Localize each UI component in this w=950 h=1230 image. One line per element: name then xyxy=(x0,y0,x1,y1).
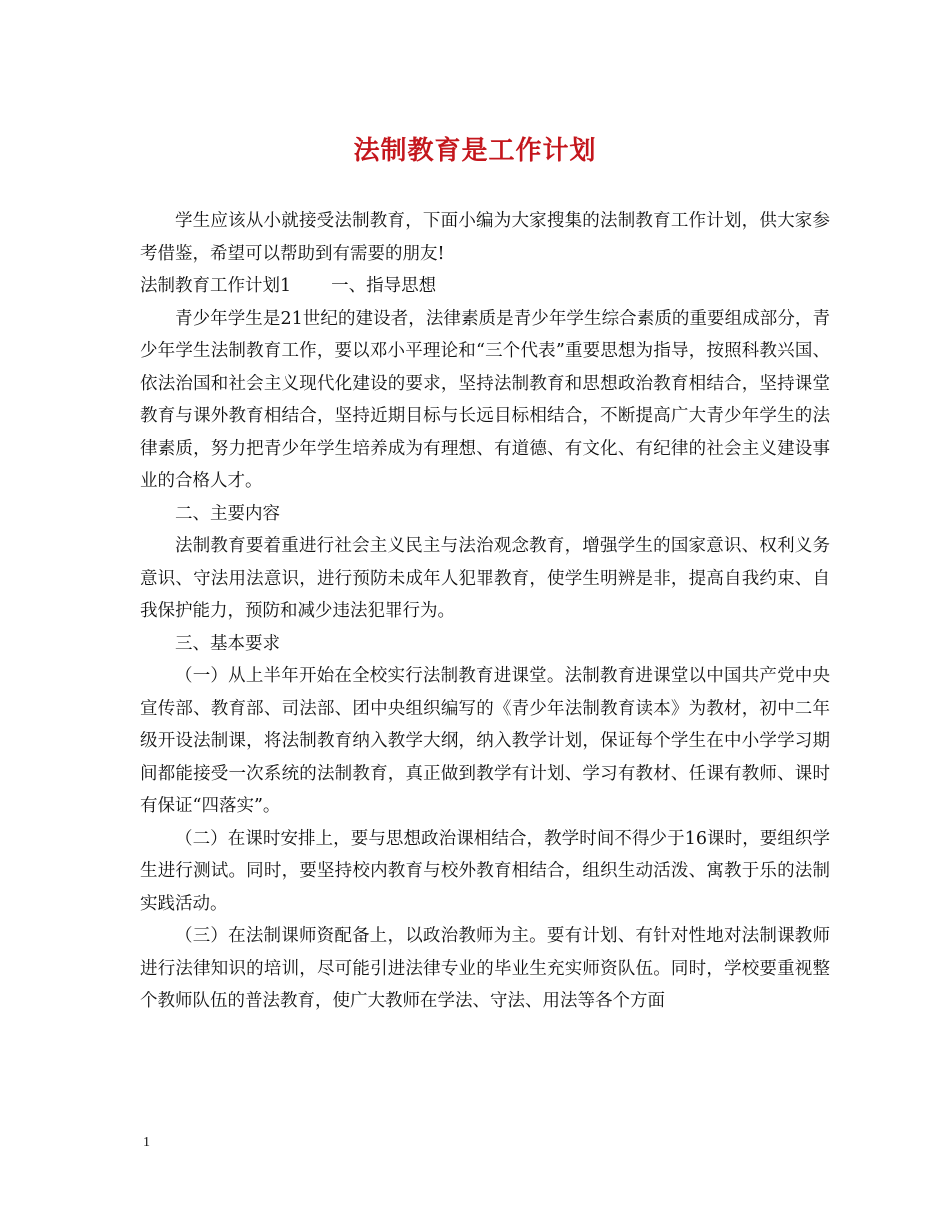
document-title: 法制教育是工作计划 xyxy=(353,136,597,166)
section3-heading: 三、基本要求 xyxy=(175,633,280,654)
document-body xyxy=(140,205,830,1018)
section1-heading: 一、指导思想 xyxy=(331,276,437,296)
intro-paragraph: 学生应该从小就接受法制教育，下面小编为大家搜集的法制教育工作计划，供大家参考借鉴，希望可以帮助到有需要的朋友! xyxy=(140,211,830,264)
requirement-2-paragraph: （二）在课时安排上，要与思想政治课相结合，教学时间不得少于16课时，要组织学生进行测试。同时，要坚持校内教育与校外教育相结合，组织生动活泼、寓教于乐的法制实践活动。 xyxy=(140,828,830,914)
page-number: 1 xyxy=(143,1135,150,1150)
section1-paragraph: 青少年学生是21世纪的建设者，法律素质是青少年学生综合素质的重要组成部分，青少年学生法制教育工作，要以邓小平理论和“三个代表”重要思想为指导，按照科教兴国、依法治国和社会主义现代化建设的要求，坚持法制教育和思想政治教育相结合，坚持课堂教育与课外教育相结合，坚持近期目标与长远目标相结合，不断提高广大青少年学生的法律素质，努力把青少年学生培养成为有理想、有道德、有文化、有纪律的社会主义建设事业的合格人才。 xyxy=(140,308,830,491)
section2-paragraph: 法制教育要着重进行社会主义民主与法治观念教育，增强学生的国家意识、权利义务意识、守法用法意识，进行预防未成年人犯罪教育，使学生明辨是非，提高自我约束、自我保护能力，预防和减少违法犯罪行为。 xyxy=(140,536,830,621)
requirement-3-paragraph: （三）在法制课师资配备上，以政治教师为主。要有计划、有针对性地对法制课教师进行法律知识的培训，尽可能引进法律专业的毕业生充实师资队伍。同时，学校要重视整个教师队伍的普法教育，使广大教师在学法、守法、用法等各个方面 xyxy=(140,926,830,1011)
requirement-1-paragraph: （一）从上半年开始在全校实行法制教育进课堂。法制教育进课堂以中国共产党中央宣传部、教育部、司法部、团中央组织编写的《青少年法制教育读本》为教材，初中二年级开设法制课，将法制教育纳入教学大纲，纳入教学计划，保证每个学生在中小学学习期间都能接受一次系统的法制教育，真正做到教学有计划、学习有教材、任课有教师、课时有保证“四落实”。 xyxy=(140,666,830,816)
plan-label: 法制教育工作计划1 xyxy=(140,276,292,296)
plan-heading-line xyxy=(140,270,830,303)
section2-heading: 二、主要内容 xyxy=(175,503,280,524)
